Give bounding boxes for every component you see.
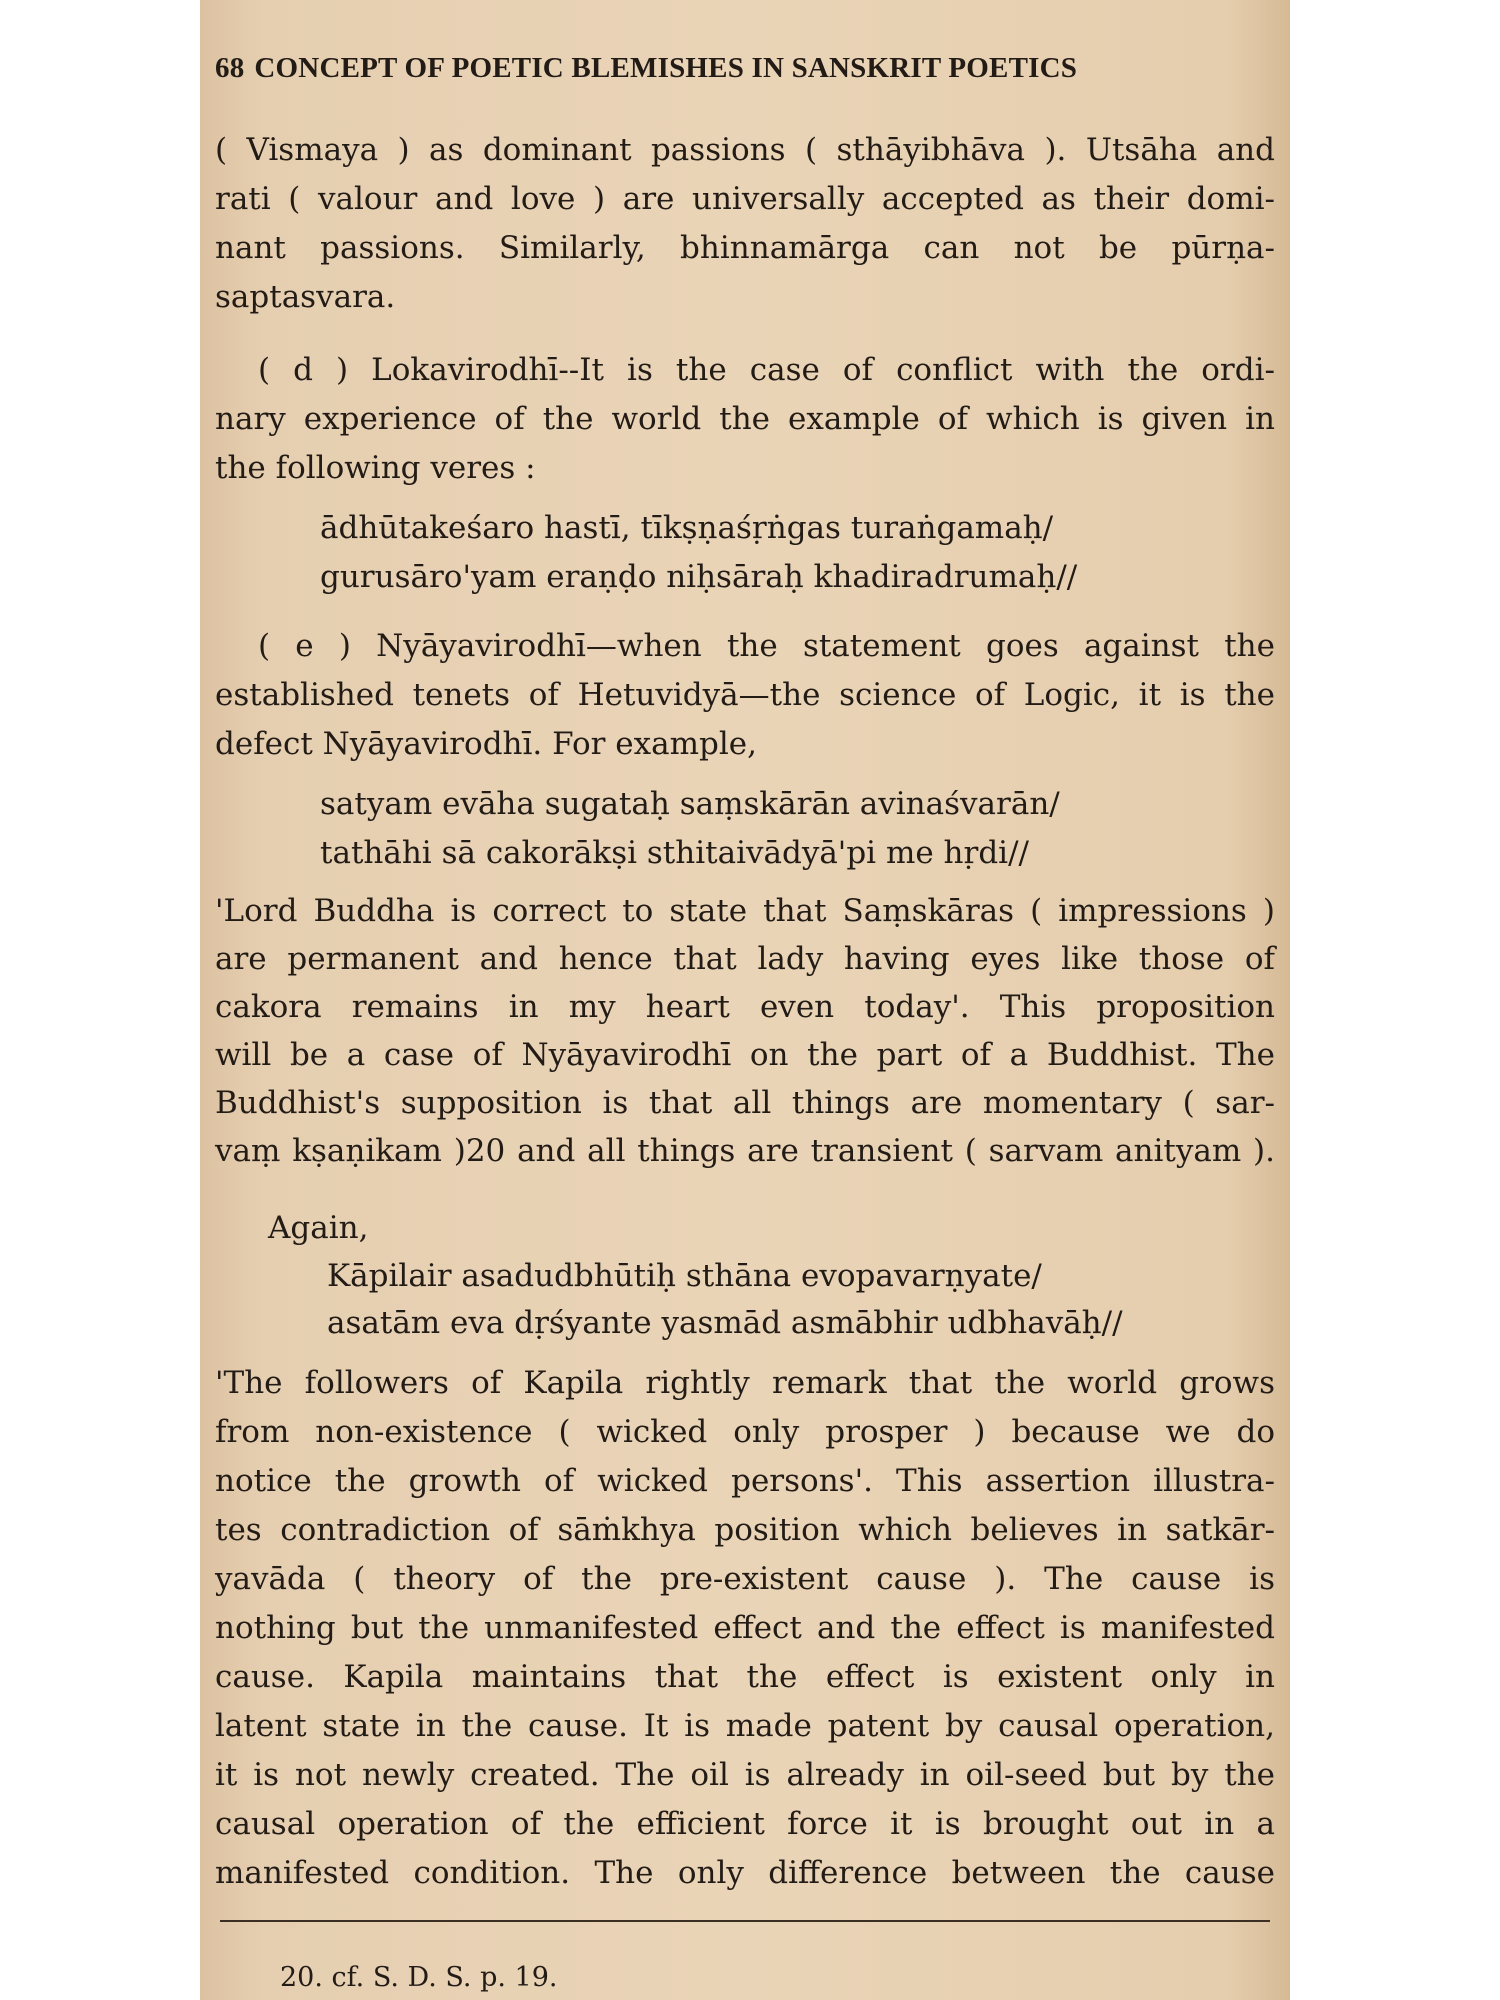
text-line: ( d ) Lokavirodhī--It is the case of conflict with the ordi- <box>258 352 1275 388</box>
text-line: rati ( valour and love ) are universally accepted as their domi- <box>215 181 1275 217</box>
footnote-rule <box>220 1920 1270 1922</box>
footnote: 20. cf. S. D. S. p. 19. <box>280 1962 558 1993</box>
text-line: nary experience of the world the example of which is given in <box>215 401 1275 437</box>
text-line: manifested condition. The only difference between the cause <box>215 1855 1275 1891</box>
text-line: established tenets of Hetuvidyā—the science of Logic, it is the <box>215 677 1275 713</box>
text-line: the following veres : <box>215 450 536 486</box>
text-line: are permanent and hence that lady having eyes like those of <box>215 941 1275 977</box>
text-line: saptasvara. <box>215 279 396 315</box>
verse-line: satyam evāha sugataḥ saṃskārān avinaśvarān/ <box>320 786 1060 822</box>
text-line: nant passions. Similarly, bhinnamārga can not be pūrṇa- <box>215 230 1275 266</box>
running-header <box>215 52 1077 85</box>
book-page <box>200 0 1290 2000</box>
text-line: yavāda ( theory of the pre-existent cause ). The cause is <box>215 1561 1275 1597</box>
text-line: causal operation of the efficient force it is brought out in a <box>215 1806 1275 1842</box>
text-line: from non-existence ( wicked only prosper ) because we do <box>215 1414 1275 1450</box>
verse-line: asatām eva dṛśyante yasmād asmābhir udbhavāḥ// <box>327 1305 1123 1341</box>
text-line: Again, <box>268 1210 369 1246</box>
text-line: latent state in the cause. It is made patent by causal operation, <box>215 1708 1275 1744</box>
text-line: ( Vismaya ) as dominant passions ( sthāyibhāva ). Utsāha and <box>215 132 1275 168</box>
text-line: Buddhist's supposition is that all things are momentary ( sar- <box>215 1085 1275 1121</box>
text-line: it is not newly created. The oil is already in oil-seed but by the <box>215 1757 1275 1793</box>
text-line: 'Lord Buddha is correct to state that Saṃskāras ( impressions ) <box>215 893 1275 929</box>
text-line: will be a case of Nyāyavirodhī on the part of a Buddhist. The <box>215 1037 1275 1073</box>
text-line: nothing but the unmanifested effect and the effect is manifested <box>215 1610 1275 1646</box>
text-line: cakora remains in my heart even today'. This proposition <box>215 989 1275 1025</box>
verse-line: gurusāro'yam eraṇḍo niḥsāraḥ khadiradrumaḥ// <box>320 559 1078 595</box>
text-line: notice the growth of wicked persons'. This assertion illustra- <box>215 1463 1275 1499</box>
text-line: cause. Kapila maintains that the effect is existent only in <box>215 1659 1275 1695</box>
page-number: 68 <box>215 52 245 84</box>
running-title: CONCEPT OF POETIC BLEMISHES IN SANSKRIT POETICS <box>254 52 1078 84</box>
verse-line: Kāpilair asadudbhūtiḥ sthāna evopavarṇyate/ <box>327 1258 1042 1294</box>
text-line: tes contradiction of sāṁkhya position which believes in satkār- <box>215 1512 1275 1548</box>
text-line: vaṃ kṣaṇikam )20 and all things are transient ( sarvam anityam ). <box>215 1133 1275 1169</box>
text-line: 'The followers of Kapila rightly remark that the world grows <box>215 1365 1275 1401</box>
verse-line: ādhūtakeśaro hastī, tīkṣṇaśṛṅgas turaṅgamaḥ/ <box>320 510 1054 546</box>
text-line: defect Nyāyavirodhī. For example, <box>215 726 757 762</box>
verse-line: tathāhi sā cakorākṣi sthitaivādyā'pi me hṛdi// <box>320 835 1029 871</box>
text-line: ( e ) Nyāyavirodhī—when the statement goes against the <box>258 628 1275 664</box>
